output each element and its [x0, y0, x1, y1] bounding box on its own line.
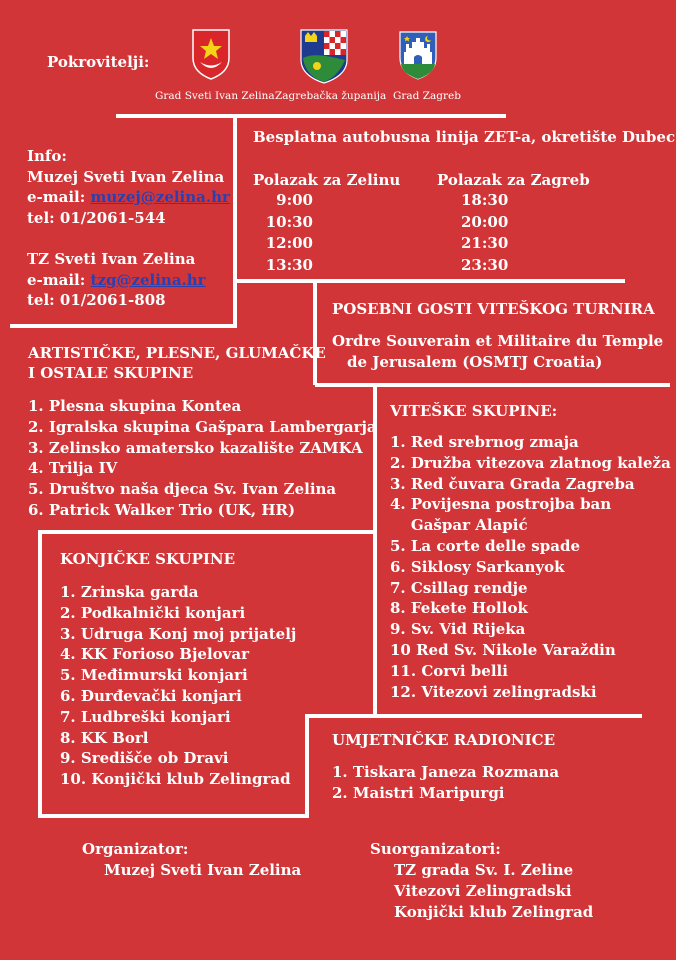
bus-col1-times	[253, 190, 313, 276]
list-item: 6. Siklosy Sarkanyok	[390, 557, 565, 576]
info-tz-email-row	[27, 270, 230, 291]
coorganizers-block	[370, 839, 593, 923]
knights-title: VITEŠKE SKUPINE:	[390, 402, 558, 420]
divider-artistic-bottom	[40, 530, 375, 534]
divider-bus-bottom	[235, 279, 625, 283]
bus-time: 23:30	[461, 255, 509, 274]
bus-col2-times	[461, 190, 590, 276]
coorganizers-title: Suorganizatori:	[370, 840, 501, 858]
bus-time: 9:00	[276, 191, 313, 209]
horses-title: KONJIČKE SKUPINE	[60, 550, 236, 568]
list-item: 9. Sv. Vid Rijeka	[390, 620, 526, 639]
info-tz-tel: tel: 01/2061-808	[27, 291, 166, 310]
guests-title: POSEBNI GOSTI VITEŠKOG TURNIRA	[332, 300, 655, 318]
info-spacer	[27, 228, 230, 249]
list-item: 8. KK Borl	[60, 728, 149, 747]
list-item: Gašpar Alapić	[390, 516, 528, 535]
horses-block	[60, 549, 296, 790]
organizer-name: Muzej Sveti Ivan Zelina	[104, 861, 302, 879]
guests-line2: de Jerusalem (OSMTJ Croatia)	[347, 353, 603, 371]
coorganizer-item: TZ grada Sv. I. Zeline	[394, 861, 574, 879]
bus-col1-title: Polazak za Zelinu	[253, 171, 401, 189]
divider-vertical-bus	[233, 116, 237, 328]
knights-list	[390, 432, 671, 702]
organizer-title: Organizator:	[82, 840, 189, 858]
knights-block	[390, 401, 671, 702]
list-item: 3. Red čuvara Grada Zagreba	[390, 474, 635, 493]
guests-line1: Ordre Souverain et Militaire du Temple	[332, 332, 664, 350]
list-item: 11. Corvi belli	[390, 661, 508, 680]
workshops-block	[332, 730, 559, 804]
bus-time: 13:30	[265, 255, 313, 274]
zagreb-city-coat-of-arms	[398, 30, 438, 80]
tz-email-link[interactable]: tzg@zelina.hr	[90, 270, 206, 289]
list-item: 7. Csillag rendje	[390, 578, 528, 597]
artistic-title-line1: ARTISTIČKE, PLESNE, GLUMAČKE	[28, 344, 326, 362]
list-item: 5. Međimurski konjari	[60, 666, 248, 685]
bus-time: 20:00	[461, 212, 509, 231]
sponsors-title: Pokrovitelji:	[47, 53, 150, 71]
guests-block	[332, 299, 663, 373]
coorganizer-item: Vitezovi Zelingradski	[394, 882, 572, 900]
list-item: 1. Zrinska garda	[60, 583, 199, 601]
sponsor-label-zagreb-county: Zagrebačka županija	[275, 90, 387, 102]
bus-col-zagreb	[437, 170, 590, 276]
list-item: 9. Središče ob Dravi	[60, 749, 229, 768]
coorganizer-item: Konjički klub Zelingrad	[394, 903, 594, 921]
info-museum-email-label: e-mail:	[27, 188, 86, 207]
info-museum-name: Muzej Sveti Ivan Zelina	[27, 167, 225, 186]
workshops-list	[332, 762, 559, 804]
list-item: 2. Družba vitezova zlatnog kaleža	[390, 453, 671, 472]
list-item: 7. Ludbreški konjari	[60, 707, 231, 726]
bus-title: Besplatna autobusna linija ZET-a, okretište Dubec	[253, 128, 676, 146]
list-item: 1. Tiskara Janeza Rozmana	[332, 763, 560, 781]
organizer-block	[82, 839, 301, 881]
bus-col2-title: Polazak za Zagreb	[437, 171, 590, 189]
list-item: 6. Đurđevački konjari	[60, 686, 242, 705]
list-item: 3. Zelinsko amatersko kazalište ZAMKA	[28, 438, 363, 457]
workshops-title: UMJETNIČKE RADIONICE	[332, 731, 556, 749]
museum-email-link[interactable]: muzej@zelina.hr	[90, 188, 230, 207]
bus-time: 18:30	[461, 191, 509, 209]
divider-workshops-top	[307, 714, 642, 718]
bus-col-zelina	[253, 170, 400, 276]
bus-time: 12:00	[265, 234, 313, 252]
bus-time: 10:30	[265, 212, 313, 231]
bus-time: 21:30	[461, 234, 509, 252]
list-item: 1. Plesna skupina Kontea	[28, 397, 242, 415]
sponsor-label-zelina: Grad Sveti Ivan Zelina	[155, 90, 275, 102]
list-item: 6. Patrick Walker Trio (UK, HR)	[28, 500, 296, 519]
artistic-block	[28, 343, 377, 521]
list-item: 5. La corte delle spade	[390, 536, 580, 555]
divider-bottom	[40, 814, 309, 818]
list-item: 12. Vitezovi zelingradski	[390, 682, 597, 701]
info-museum-tel: tel: 01/2061-544	[27, 208, 166, 227]
info-tz-email-label: e-mail:	[27, 270, 86, 289]
zelina-coat-of-arms	[191, 28, 231, 80]
divider-workshops-left	[305, 714, 309, 818]
list-item: 2. Maistri Maripurgi	[332, 784, 505, 802]
info-tz-name: TZ Sveti Ivan Zelina	[27, 249, 196, 268]
divider-horses-left	[38, 530, 42, 818]
horses-list	[60, 582, 296, 790]
list-item: 4. Povijesna postrojba ban	[390, 495, 612, 514]
info-block	[27, 146, 230, 311]
list-item: 8. Fekete Hollok	[390, 599, 528, 618]
divider-info-bottom	[10, 324, 236, 328]
zagreb-county-coat-of-arms	[299, 28, 349, 84]
divider-top	[116, 114, 506, 118]
artistic-list	[28, 396, 377, 521]
info-title: Info:	[27, 147, 67, 165]
info-museum-email-row	[27, 187, 230, 208]
list-item: 10 Red Sv. Nikole Varaždin	[390, 640, 616, 659]
list-item: 10. Konjički klub Zelingrad	[60, 770, 291, 789]
list-item: 4. KK Forioso Bjelovar	[60, 645, 249, 664]
list-item: 2. Igralska skupina Gašpara Lambergarja	[28, 417, 377, 436]
list-item: 5. Društvo naša djeca Sv. Ivan Zelina	[28, 480, 337, 499]
list-item: 1. Red srebrnog zmaja	[390, 433, 579, 451]
artistic-title-line2: I OSTALE SKUPINE	[28, 364, 194, 382]
list-item: 2. Podkalnički konjari	[60, 603, 246, 622]
list-item: 4. Trilja IV	[28, 459, 118, 478]
list-item: 3. Udruga Konj moj prijatelj	[60, 624, 297, 643]
sponsor-label-zagreb-city: Grad Zagreb	[393, 90, 461, 102]
